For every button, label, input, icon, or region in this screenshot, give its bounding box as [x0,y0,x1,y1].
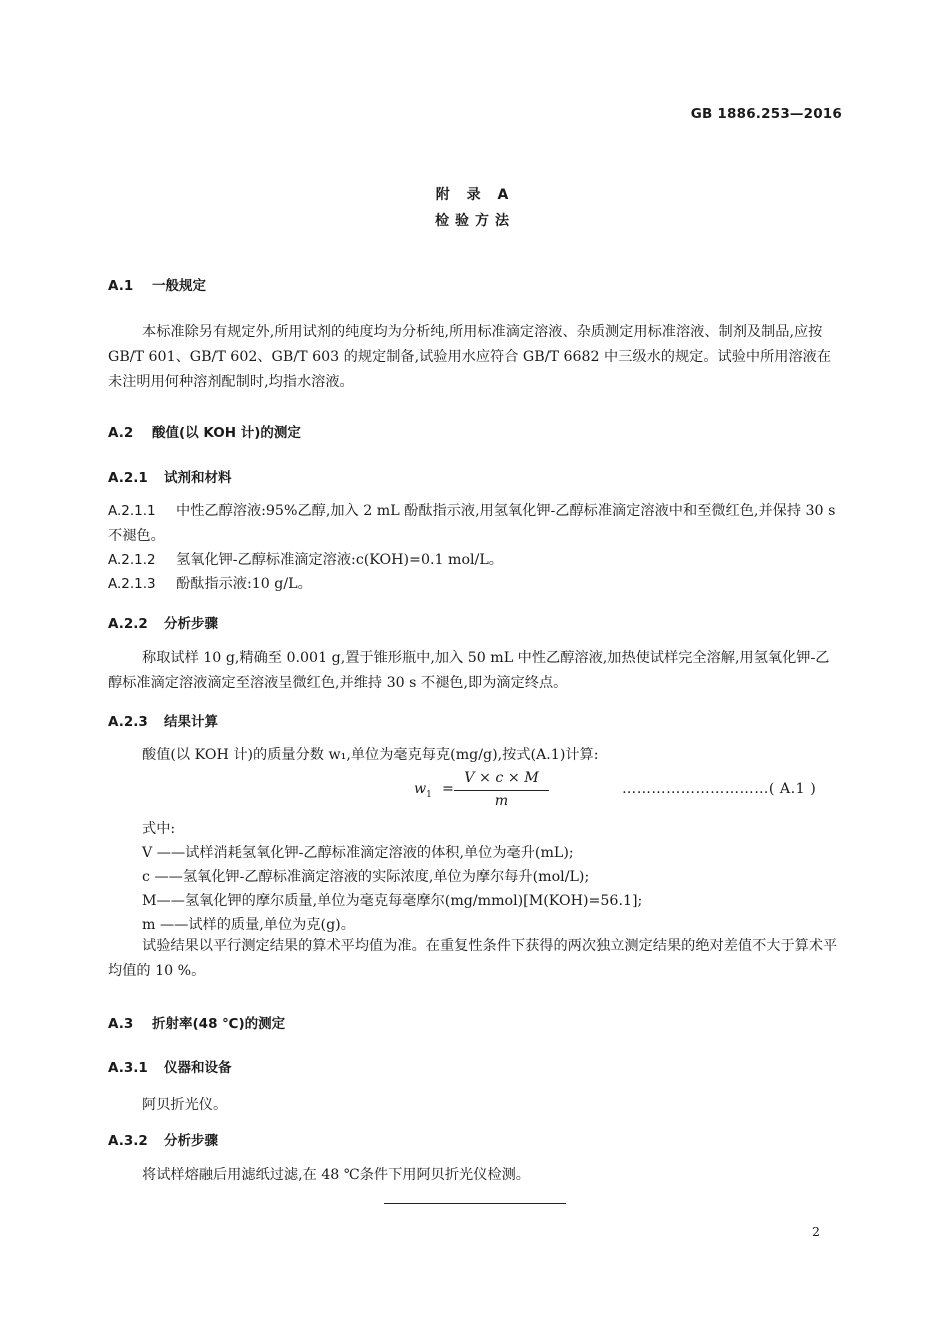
paragraph-a32: 将试样熔融后用滤纸过滤,在 48 ℃条件下用阿贝折光仪检测。 [142,1167,530,1183]
section-title: 酸值(以 KOH 计)的测定 [152,425,301,441]
section-heading-a1 [108,274,206,294]
section-heading-a31 [108,1056,232,1076]
where-label: 式中: [142,821,176,837]
formula-denominator: m [494,793,509,809]
section-number: A.3.2 [108,1133,148,1149]
section-number: A.2.3 [108,714,148,730]
formula-numerator: V × c × M [464,770,539,786]
item-number: A.2.1.2 [108,552,156,568]
section-title: 试剂和材料 [164,470,232,486]
section-number: A.2.2 [108,616,148,632]
item-number: A.2.1.3 [108,576,156,592]
section-title: 折射率(48 ℃)的测定 [152,1016,286,1032]
section-title: 一般规定 [152,278,206,294]
section-title: 仪器和设备 [164,1060,232,1076]
item-text: 中性乙醇溶液:95%乙醇,加入 2 mL 酚酞指示液,用氢氧化钾-乙醇标准滴定溶液中和至微红色,并保持 30 s 不褪色。 [108,503,836,544]
section-heading-a23 [108,710,218,730]
section-number: A.2.1 [108,470,148,486]
paragraph-a1: 本标准除另有规定外,所用试剂的纯度均为分析纯,所用标准滴定溶液、杂质测定用标准溶液、制剂及制品,应按 GB/T 601、GB/T 602、GB/T 603 的规定制备,试验用水应符合 GB/T 6682 中三级水的规定。试验中所用溶液在未注明用何种溶剂配制时,均指水溶液。 [108,324,832,390]
paragraph-a23-result: 试验结果以平行测定结果的算术平均值为准。在重复性条件下获得的两次独立测定结果的绝对差值不大于算术平均值的 10 %。 [108,938,838,979]
variable-c: c ——氢氧化钾-乙醇标准滴定溶液的实际浓度,单位为摩尔每升(mol/L); [142,869,590,885]
item-a212 [108,548,842,573]
appendix-title: 检验方法 [435,213,515,229]
section-number: A.2 [108,425,134,441]
formula-reference [622,781,816,797]
appendix-label: 附 录 A [435,187,515,203]
item-a213 [108,572,842,597]
section-heading-a22 [108,612,218,632]
variable-m-mass: m ——试样的质量,单位为克(g)。 [142,917,355,933]
paragraph-a22: 称取试样 10 g,精确至 0.001 g,置于锥形瓶中,加入 50 mL 中性乙醇溶液,加热使试样完全溶解,用氢氧化钾-乙醇标准滴定溶液滴定至溶液呈微红色,并维持 30 s 不褪色,即为滴定终点。 [108,650,830,691]
section-heading-a2 [108,421,301,441]
formula-equals: = [442,781,454,797]
formula-fraction [454,770,549,809]
section-heading-a3 [108,1012,285,1032]
paragraph-a23-intro: 酸值(以 KOH 计)的质量分数 w₁,单位为毫克每克(mg/g),按式(A.1)计算: [142,747,599,763]
paragraph-a31: 阿贝折光仪。 [142,1097,228,1113]
section-title: 分析步骤 [164,616,218,632]
item-a211 [108,499,842,549]
section-number: A.3.1 [108,1060,148,1076]
section-number: A.1 [108,278,134,294]
formula-lhs: $w_1$ [414,781,432,800]
section-number: A.3 [108,1016,134,1032]
section-title: 结果计算 [164,714,218,730]
page-number: 2 [812,1224,820,1239]
item-text: 氢氧化钾-乙醇标准滴定溶液:c(KOH)=0.1 mol/L。 [176,552,503,568]
variable-v: V ——试样消耗氢氧化钾-乙醇标准滴定溶液的体积,单位为毫升(mL); [142,845,574,861]
section-heading-a32 [108,1129,218,1149]
item-text: 酚酞指示液:10 g/L。 [176,576,312,592]
item-number: A.2.1.1 [108,503,156,519]
formula-leader-dots: ………………………… [622,781,769,797]
section-heading-a21 [108,466,232,486]
formula-number: ( A.1 ) [768,781,817,797]
fraction-bar [454,790,549,791]
section-title: 分析步骤 [164,1133,218,1149]
end-rule [384,1203,566,1204]
variable-m-molar: M——氢氧化钾的摩尔质量,单位为毫克每毫摩尔(mg/mmol)[M(KOH)=56.1]; [142,893,643,909]
standard-code: GB 1886.253—2016 [690,106,842,122]
